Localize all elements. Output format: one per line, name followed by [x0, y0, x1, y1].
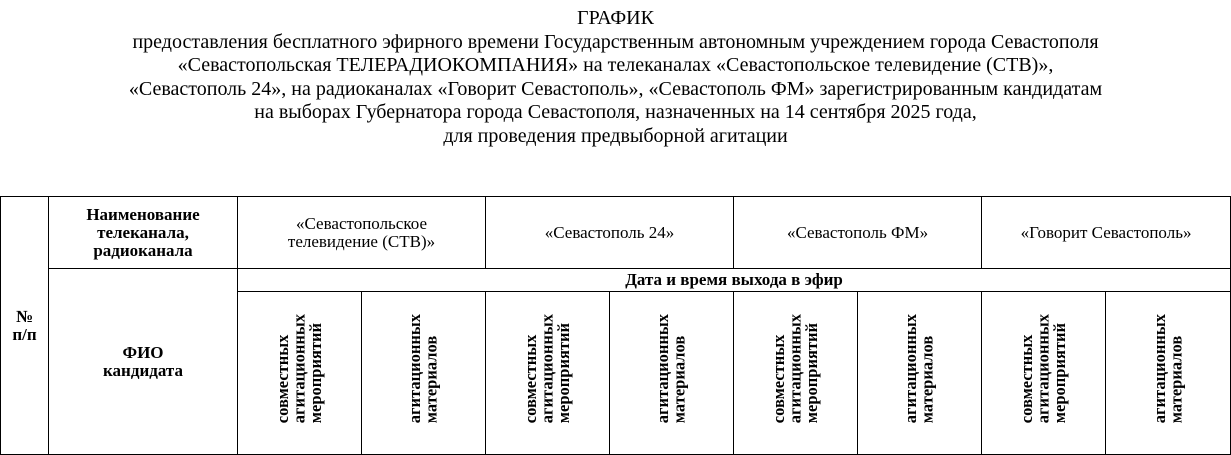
channel-stv: «Севастопольское телевидение (СТВ)» — [238, 197, 486, 269]
heading-line: на выборах Губернатора города Севастополя, назначенных на 14 сентября 2025 года, — [254, 101, 977, 124]
document-heading — [0, 7, 1231, 149]
document-title: ГРАФИК — [577, 7, 654, 29]
airtime-header: Дата и время выхода в эфир — [238, 269, 1231, 292]
number-header: № п/п — [1, 197, 49, 455]
subcolumn-campaign-materials: агитационных материалов — [1106, 292, 1231, 455]
channel-govorit-sevastopol: «Говорит Севастополь» — [982, 197, 1231, 269]
heading-line: для проведения предвыборной агитации — [443, 124, 788, 147]
header-row-channels — [1, 197, 1231, 269]
channel-sevastopol-24: «Севастополь 24» — [486, 197, 734, 269]
heading-line: «Севастополь 24», на радиоканалах «Говорит Севастополь», «Севастополь ФМ» зарегистрированным кандидатам — [128, 77, 1103, 100]
subcolumn-joint-events: совместных агитационных мероприятий — [982, 292, 1106, 455]
header-row-airtime — [1, 269, 1231, 292]
subcolumn-campaign-materials: агитационных материалов — [858, 292, 982, 455]
subcolumn-campaign-materials: агитационных материалов — [362, 292, 486, 455]
subcolumn-joint-events: совместных агитационных мероприятий — [486, 292, 610, 455]
subcolumn-joint-events: совместных агитационных мероприятий — [734, 292, 858, 455]
heading-line: предоставления бесплатного эфирного времени Государственным автономным учреждением города Севастополя — [132, 30, 1099, 53]
heading-line: «Севастопольская ТЕЛЕРАДИОКОМПАНИЯ» на телеканалах «Севастопольское телевидение (СТВ)», — [177, 54, 1054, 77]
channel-name-header: Наименование телеканала, радиоканала — [49, 197, 238, 269]
subcolumn-joint-events: совместных агитационных мероприятий — [238, 292, 362, 455]
channel-sevastopol-fm: «Севастополь ФМ» — [734, 197, 982, 269]
candidate-name-header: ФИО кандидата — [49, 269, 238, 455]
schedule-table — [0, 196, 1231, 455]
subcolumn-campaign-materials: агитационных материалов — [610, 292, 734, 455]
